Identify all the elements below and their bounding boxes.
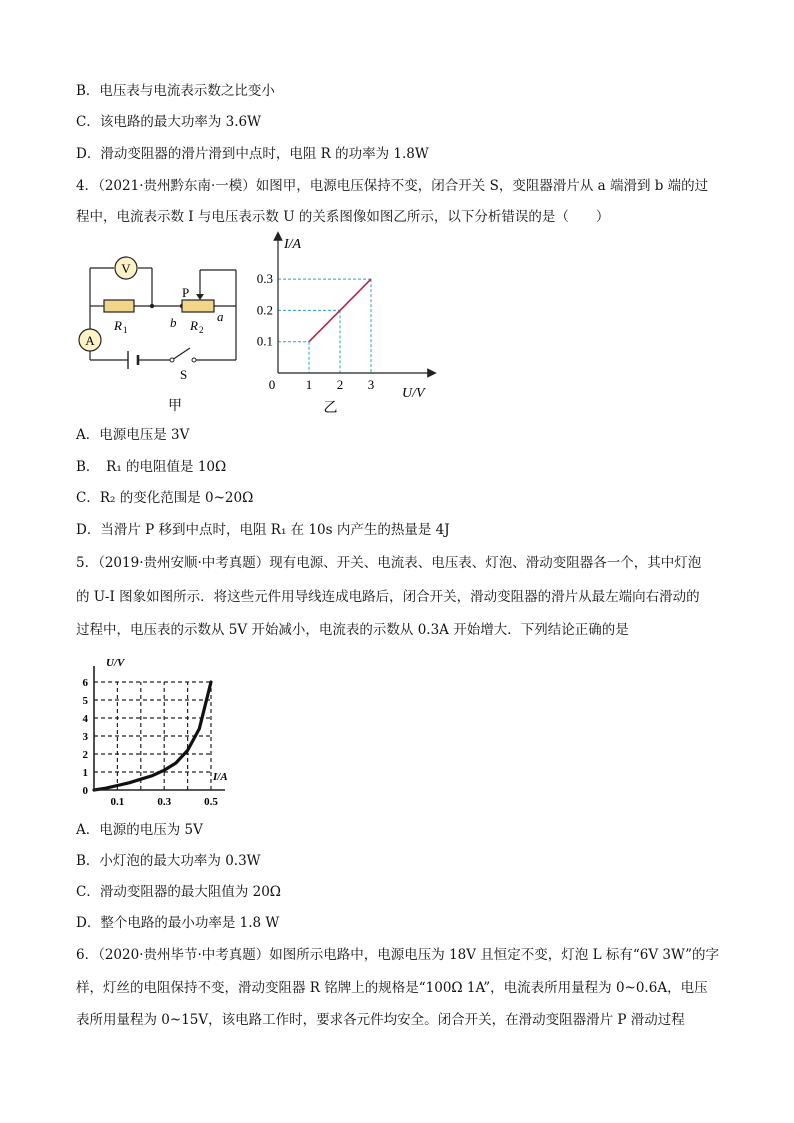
q4-option-a: A．电源电压是 3V — [76, 427, 190, 443]
q4-option-b: B． R₁ 的电阻值是 10Ω — [76, 459, 227, 475]
circuit-diagram — [72, 250, 252, 415]
y-tick-label: 5 — [82, 695, 88, 707]
i-u-graph — [252, 230, 442, 420]
r1-subscript: 1 — [123, 325, 128, 335]
y-tick-label: 3 — [82, 731, 88, 743]
x-tick-label: 0.3 — [157, 796, 172, 808]
x-axis-label: I/A — [213, 771, 228, 783]
q5-option-a: A．电源的电压为 5V — [76, 822, 203, 838]
q5-stem-line-1: 5．（2019·贵州安顺·中考真题）现有电源、开关、电流表、电压表、灯泡、滑动变阻器各一个，其中灯泡 — [76, 555, 702, 571]
circuit-caption: 甲 — [168, 399, 182, 414]
voltmeter-label: V — [121, 261, 131, 276]
q4-option-d: D．当滑片 P 移到中点时，电阻 R₁ 在 10s 内产生的热量是 4J — [76, 522, 450, 538]
x-tick-label: 0.1 — [110, 796, 125, 808]
q5-option-b: B．小灯泡的最大功率为 0.3W — [76, 853, 261, 869]
x-tick-label: 0.5 — [204, 796, 218, 808]
graph-caption: 乙 — [323, 401, 338, 416]
x-tick-label: 2 — [336, 377, 344, 392]
junction-dot — [150, 304, 154, 308]
q5-stem-line-3: 过程中，电压表的示数从 5V 开始减小，电流表的示数从 0.3A 开始增大．下列结论正确的是 — [76, 622, 629, 638]
u-i-graph — [74, 650, 244, 815]
origin-label: 0 — [268, 377, 276, 392]
q6-stem-line-2: 样，灯丝的电阻保持不变，滑动变阻器 R 铭牌上的规格是“100Ω 1A”，电流表所用量程为 0~0.6A，电压 — [76, 980, 708, 996]
y-tick-label: 0 — [82, 785, 88, 797]
r2-label: R — [190, 318, 198, 333]
battery-icon — [128, 351, 138, 369]
end-a-label: a — [217, 309, 224, 324]
x-tick-label: 1 — [305, 377, 313, 392]
y-tick-label: 1 — [82, 767, 88, 779]
rheostat-r2-icon — [182, 300, 214, 312]
y-tick-label: 6 — [82, 677, 88, 689]
y-tick-label: 0.1 — [256, 333, 273, 349]
r1-label: R — [114, 318, 122, 333]
x-axis-label: U/V — [402, 386, 425, 401]
slider-arrow-icon — [196, 294, 204, 300]
q4-stem-line-1: 4．（2021·贵州黔东南·一模）如图甲，电源电压保持不变，闭合开关 S，变阻器滑片从 a 端滑到 b 端的过 — [76, 178, 709, 194]
end-b-label: b — [170, 315, 177, 330]
y-tick-label: 4 — [82, 713, 88, 725]
switch-label: S — [180, 367, 188, 382]
q4-stem-line-2: 程中，电流表示数 I 与电压表示数 U 的关系图像如图乙所示，以下分析错误的是（ ） — [76, 209, 610, 225]
slider-label: P — [182, 285, 190, 300]
q5-stem-line-2: 的 U-I 图象如图所示．将这些元件用导线连成电路后，闭合开关，滑动变阻器的滑片从最左端向右滑动的 — [76, 589, 700, 605]
y-axis-label: U/V — [106, 657, 125, 669]
r2-subscript: 2 — [199, 325, 204, 335]
switch-contact — [192, 358, 196, 362]
ammeter-label: A — [85, 333, 95, 348]
q3-option-c: C．该电路的最大功率为 3.6W — [76, 114, 261, 130]
q6-stem-line-1: 6．（2020·贵州毕节·中考真题）如图所示电路中，电源电压为 18V 且恒定不变，灯泡 L 标有“6V 3W”的字 — [76, 947, 719, 963]
y-axis-label: I/A — [284, 237, 302, 252]
q5-option-c: C．滑动变阻器的最大阻值为 20Ω — [76, 884, 281, 900]
x-tick-label: 3 — [367, 377, 375, 392]
resistor-r1-icon — [104, 300, 134, 312]
switch-icon — [170, 358, 174, 362]
y-tick-label: 2 — [82, 749, 88, 761]
q6-stem-line-3: 表所用量程为 0~15V，该电路工作时，要求各元件均安全。闭合开关，在滑动变阻器滑片 P 滑动过程 — [76, 1012, 685, 1028]
y-tick-label: 0.3 — [256, 271, 273, 287]
q4-option-c: C．R₂ 的变化范围是 0~20Ω — [76, 490, 254, 506]
y-tick-label: 0.2 — [256, 302, 273, 318]
q3-option-b: B．电压表与电流表示数之比变小 — [76, 83, 275, 99]
q3-option-d: D．滑动变阻器的滑片滑到中点时，电阻 R 的功率为 1.8W — [76, 146, 429, 162]
q5-option-d: D．整个电路的最小功率是 1.8 W — [76, 915, 280, 931]
